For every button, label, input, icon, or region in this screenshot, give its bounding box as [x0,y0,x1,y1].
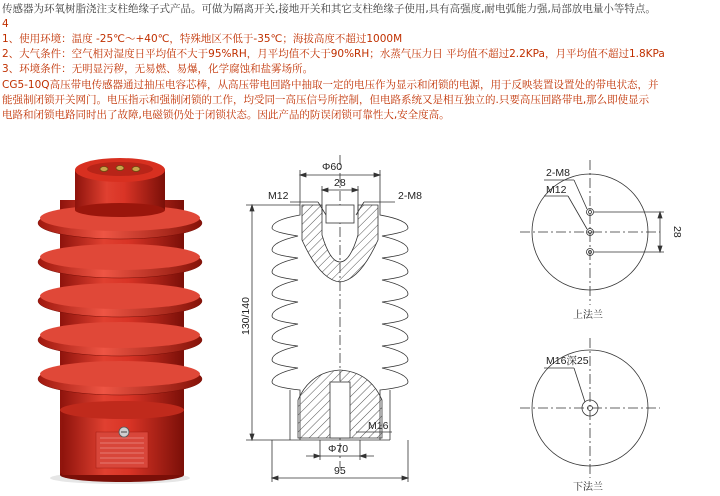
upper-flange-view [520,160,664,305]
dim-m12: M12 [268,190,289,202]
upper-flange-m12: M12 [546,184,567,196]
dim-height: 130/140 [240,297,252,335]
intro-text: 传感器为环氧树脂浇注支柱绝缘子式产品。可做为隔离开关,接地开关和其它支柱绝缘子使用,具有高强度,耐电弧能力强,局部放电量小等特点。 [2,3,656,15]
upper-flange-caption: 上法兰 [573,310,603,321]
dim-phi70: Φ70 [328,443,349,455]
insulator-photo [38,158,202,484]
description-line-2: 能强制闭锁开关网门。电压指示和强制闭锁的工作，均受同一高压信号所控制，但电路系统又是相互独立的.只要高压回路带电,那么即使显示 [2,94,650,106]
environment-conditions: 3、环境条件：无明显污秽，无易燃、易爆，化学腐蚀和盐雾场所。 [2,63,314,75]
environment-atmosphere: 2、大气条件：空气相对湿度日平均值不大于95%RH，月平均值不大于90%RH；水蒸气压力日 平均值不超过2.2KPa，月平均值不超过1.8KPa [2,48,665,60]
lower-flange-m16: M16深25 [546,355,589,367]
environment-temperature: 1、使用环境：温度 -25℃～+40℃，特殊地区不低于-35℃；海拔高度不超过1000M [2,33,403,45]
dim-2-m8: 2-M8 [398,190,422,202]
height-dimension [246,205,300,440]
dim-phi60: Φ60 [322,161,343,173]
upper-flange-2-m8: 2-M8 [546,167,570,179]
upper-flange-28: 28 [671,226,683,238]
intro-continuation: 4 [2,18,9,30]
dim-28: 28 [334,177,346,189]
description-line-1: CG5-10Q高压带电传感器通过抽压电容芯棒，从高压带电回路中抽取一定的电压作为显示和闭锁的电源，用于反映装置设置处的带电状态，并 [2,79,659,91]
lower-flange-view [520,338,660,478]
dim-m16: M16 [368,420,389,432]
dim-95: 95 [334,465,346,477]
lower-flange-caption: 下法兰 [573,482,603,493]
description-line-3: 电路和闭锁电路同时出了故障,电磁锁仍处于闭锁状态。因此产品的防误闭锁可靠性大,安全度高。 [2,109,450,121]
